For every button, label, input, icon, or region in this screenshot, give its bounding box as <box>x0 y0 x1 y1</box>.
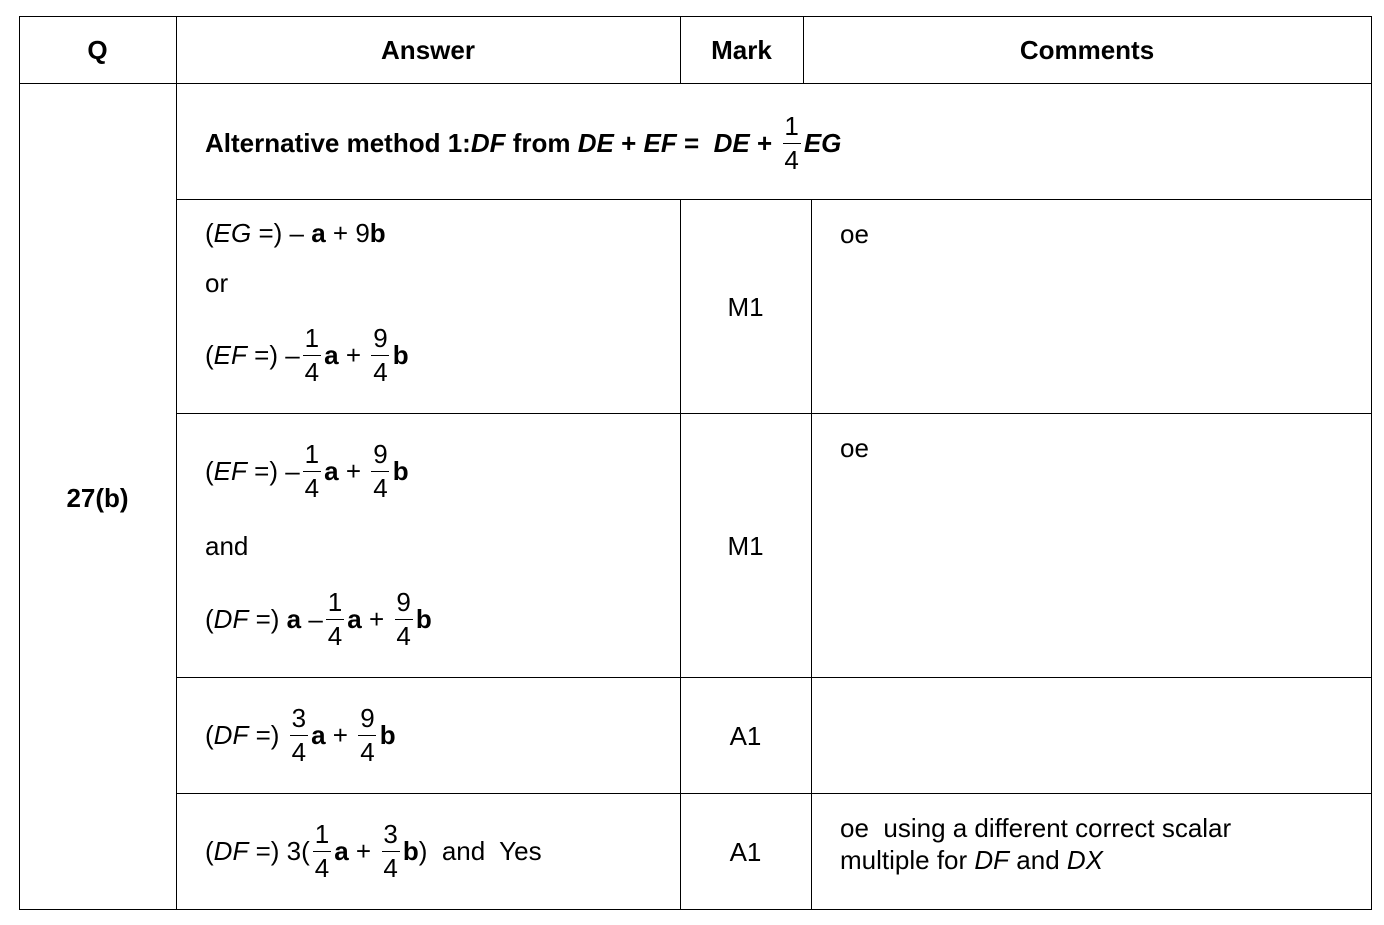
header-comments: Comments <box>1019 35 1155 65</box>
question-number: 27(b) <box>66 483 129 513</box>
fraction: $\frac{1}{4}$ <box>304 439 320 503</box>
row-divider-3 <box>176 793 1372 794</box>
row2-answer-line1: ( EF =) – $\frac{1}{4}$ a + $\frac{9}{4}$ b <box>205 439 409 503</box>
row-divider-1 <box>176 413 1372 414</box>
row4-comment-line1: oe using a different correct scalar <box>840 813 1232 843</box>
fraction: $\frac{1}{4}$ <box>314 819 330 883</box>
row2-answer-and: and <box>205 531 249 561</box>
row1-answer-line2: ( EF =) – $\frac{1}{4}$ a + $\frac{9}{4}$ b <box>205 323 409 387</box>
header-divider <box>19 83 1372 84</box>
fraction: $\frac{1}{4}$ <box>784 111 799 175</box>
row2-answer-line2: ( DF =) a – $\frac{1}{4}$ a + $\frac{9}{4}$ b <box>205 587 432 651</box>
row1-answer-or: or <box>205 268 229 298</box>
row1-comment: oe <box>840 219 869 249</box>
row4-answer-line1: ( DF =) 3( $\frac{1}{4}$ a + $\frac{3}{4}$ b ) and Yes <box>205 819 542 883</box>
header-mark: Mark <box>711 35 772 65</box>
fraction: $\frac{3}{4}$ <box>291 703 307 767</box>
row4-comment-line2: multiple for DF and DX <box>840 845 1104 875</box>
fraction: $\frac{9}{4}$ <box>360 703 375 767</box>
fraction: $\frac{3}{4}$ <box>383 819 398 883</box>
table-border-top <box>19 16 1372 17</box>
table-border-left <box>19 16 20 910</box>
fraction: $\frac{9}{4}$ <box>373 323 388 387</box>
fraction: $\frac{9}{4}$ <box>396 587 411 651</box>
q-column-divider <box>176 16 177 910</box>
header-q: Q <box>87 35 108 65</box>
row-divider-2 <box>176 677 1372 678</box>
table-border-right <box>1371 16 1372 910</box>
row2-mark: M1 <box>727 531 764 561</box>
row2-comment: oe <box>840 433 869 463</box>
table-border-bottom <box>19 909 1372 910</box>
method-row-divider <box>176 199 1372 200</box>
row4-mark: A1 <box>729 837 762 867</box>
method-heading: Alternative method 1: DF from DE + EF = DE + $\frac{1}{4}$ EG <box>205 111 842 175</box>
fraction: $\frac{9}{4}$ <box>373 439 388 503</box>
fraction: $\frac{1}{4}$ <box>327 587 343 651</box>
mark-comment-divider <box>811 199 812 910</box>
fraction: $\frac{1}{4}$ <box>304 323 320 387</box>
row3-mark: A1 <box>729 721 762 751</box>
row3-answer-line1: ( DF =) $\frac{3}{4}$ a + $\frac{9}{4}$ b <box>205 703 396 767</box>
row1-mark: M1 <box>727 292 764 322</box>
header-answer: Answer <box>381 35 475 65</box>
row1-answer-line1: (EG =) – a + 9b <box>205 218 386 248</box>
